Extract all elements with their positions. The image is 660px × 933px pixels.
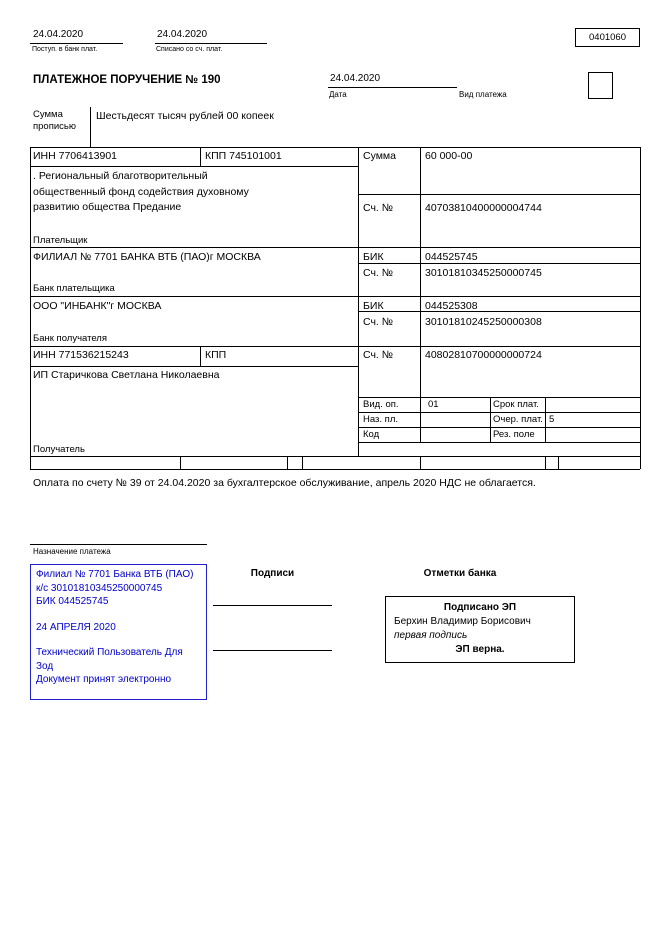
table-vline	[200, 147, 201, 166]
op-type-value: 01	[428, 399, 439, 410]
table-hline	[358, 311, 640, 312]
due-date-label: Срок плат.	[493, 399, 539, 410]
payment-type-label: Вид платежа	[459, 90, 507, 99]
table-vline	[200, 346, 201, 366]
table-hline	[30, 456, 640, 457]
payee-bank-bik: 044525308	[425, 300, 478, 312]
table-hline	[30, 247, 640, 248]
stamp-date: 24 АПРЕЛЯ 2020	[36, 621, 116, 633]
table-hline	[30, 346, 640, 347]
payee-kpp-label: КПП	[205, 349, 227, 361]
table-hline	[358, 412, 640, 413]
priority-value: 5	[549, 414, 555, 425]
bank-electronic-stamp	[30, 564, 207, 700]
ep-first-signature-label: первая подпись	[394, 630, 468, 641]
ep-signer-name: Берхин Владимир Борисович	[394, 616, 531, 627]
payer-name: . Региональный благотворительный общественный фонд содействия духовному развитию общества Предание	[33, 170, 249, 213]
form-code: 0401060	[589, 32, 626, 43]
op-type-label: Вид. оп.	[363, 399, 399, 410]
table-vline	[640, 147, 641, 469]
payer-inn: ИНН 7706413901	[33, 150, 118, 162]
payee-inn: ИНН 771536215243	[33, 349, 129, 361]
stamp-corr-account: к/с 30101810345250000745	[36, 582, 163, 594]
table-hline	[358, 263, 640, 264]
payer-bank-label: Банк плательщика	[33, 283, 115, 294]
payee-bank-bik-label: БИК	[363, 300, 384, 312]
ep-signed-label: Подписано ЭП	[443, 602, 517, 613]
payment-purpose-text: Оплата по счету № 39 от 24.04.2020 за бухгалтерское обслуживание, апрель 2020 НДС не облагается.	[33, 477, 536, 489]
stamp-user: Технический Пользователь Для Зод	[36, 647, 183, 672]
amount-value: 60 000-00	[425, 150, 473, 162]
priority-label: Очер. плат.	[493, 414, 543, 425]
table-vline	[420, 456, 421, 469]
table-vline	[420, 147, 421, 442]
document-date-underline	[328, 87, 457, 88]
payee-bank-account: 30101810245250000308	[425, 316, 542, 328]
table-vline	[30, 147, 31, 469]
electronic-signature-stamp	[385, 596, 575, 663]
table-vline	[545, 397, 546, 442]
code-label: Код	[363, 429, 380, 440]
ep-valid-label: ЭП верна.	[455, 644, 505, 655]
bank-marks-header: Отметки банка	[423, 568, 497, 579]
payer-account: 40703810400000004744	[425, 202, 542, 214]
table-hline	[30, 296, 640, 297]
table-hline	[30, 366, 358, 367]
payer-bank-bik-label: БИК	[363, 251, 384, 263]
table-hline	[358, 427, 640, 428]
reserve-field-label: Рез. поле	[493, 429, 535, 440]
stamp-bank-name: Филиал № 7701 Банка ВТБ (ПАО)	[36, 569, 194, 580]
stamp-note: Документ принят электронно	[36, 674, 172, 685]
payer-bank-name: ФИЛИАЛ № 7701 БАНКА ВТБ (ПАО)г МОСКВА	[33, 251, 261, 263]
table-hline	[358, 397, 640, 398]
payee-bank-label: Банк получателя	[33, 333, 107, 344]
payer-bank-account: 30101810345250000745	[425, 267, 542, 279]
purpose-underline	[30, 544, 207, 545]
table-vline	[358, 147, 359, 456]
form-code-box	[575, 28, 640, 47]
date-label: Дата	[329, 90, 347, 99]
payment-type-box	[588, 72, 613, 99]
payee-label: Получатель	[33, 444, 85, 455]
table-vline	[180, 456, 181, 469]
received-in-bank-date: 24.04.2020	[33, 29, 84, 40]
table-vline	[558, 456, 559, 469]
signatures-header: Подписи	[250, 568, 295, 579]
debited-date: 24.04.2020	[157, 29, 208, 40]
amount-words-value: Шестьдесят тысяч рублей 00 копеек	[96, 110, 274, 122]
table-hline	[358, 194, 640, 195]
table-vline	[545, 456, 546, 469]
payer-bank-account-label: Сч. №	[363, 267, 394, 279]
table-hline	[30, 147, 640, 148]
debited-date-underline	[155, 43, 267, 44]
payee-account-label: Сч. №	[363, 349, 394, 361]
payer-kpp: КПП 745101001	[205, 150, 282, 162]
payer-label: Плательщик	[33, 235, 88, 246]
signature-line	[213, 650, 332, 651]
signature-line	[213, 605, 332, 606]
payee-bank-name: ООО "ИНБАНК"г МОСКВА	[33, 300, 162, 312]
payment-purpose-label: Назначение платежа	[33, 547, 111, 556]
payee-bank-account-label: Сч. №	[363, 316, 394, 328]
purpose-code-label: Наз. пл.	[363, 414, 398, 425]
amount-words-label: Сумма прописью	[33, 109, 76, 132]
received-in-bank-label: Поступ. в банк плат.	[32, 46, 98, 53]
amount-label: Сумма	[363, 150, 396, 162]
debited-label: Списано со сч. плат.	[156, 46, 223, 53]
amount-words-divider	[90, 107, 91, 148]
payee-name: ИП Старичкова Светлана Николаевна	[33, 369, 220, 381]
table-vline	[287, 456, 288, 469]
document-title: ПЛАТЕЖНОЕ ПОРУЧЕНИЕ № 190	[33, 74, 221, 86]
payer-account-label: Сч. №	[363, 202, 394, 214]
table-vline	[490, 397, 491, 442]
table-hline	[30, 469, 640, 470]
table-hline	[358, 442, 640, 443]
payee-account: 40802810700000000724	[425, 349, 542, 361]
table-vline	[302, 456, 303, 469]
document-date: 24.04.2020	[330, 73, 381, 84]
received-date-underline	[30, 43, 123, 44]
payer-bank-bik: 044525745	[425, 251, 478, 263]
stamp-bik: БИК 044525745	[36, 596, 109, 607]
table-hline	[30, 166, 358, 167]
